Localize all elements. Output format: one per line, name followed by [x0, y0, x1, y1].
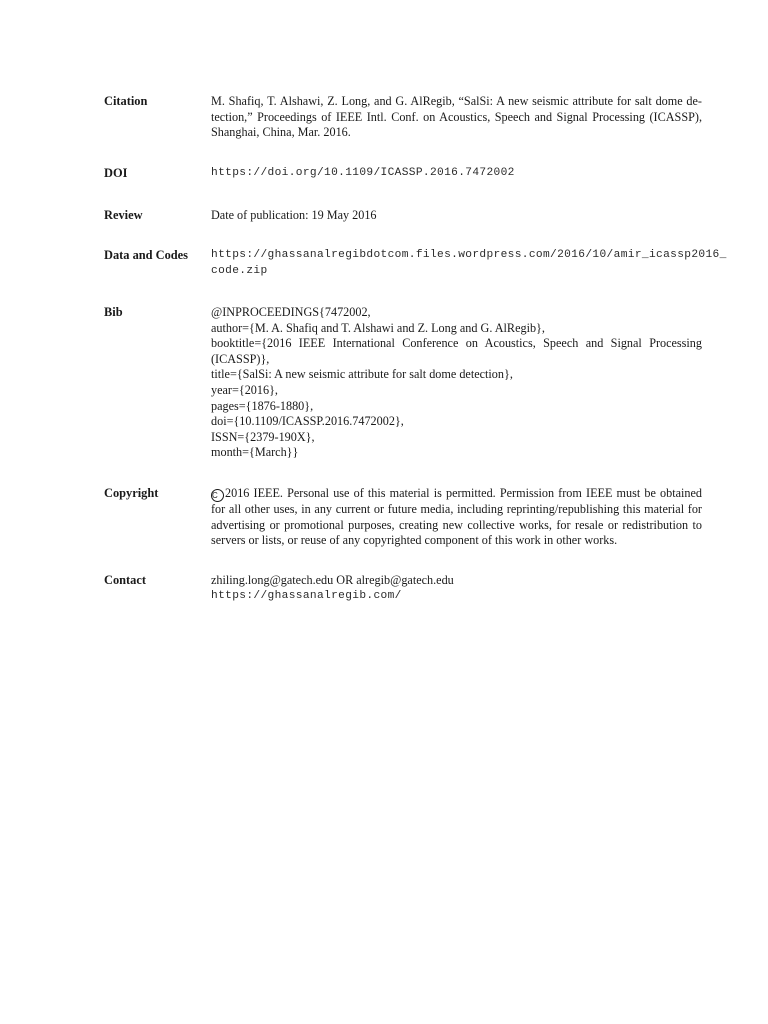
bib-line: (ICASSP)}, [211, 351, 270, 366]
doi-label: DOI [104, 166, 128, 180]
copyright-line: advertising or promotional purposes, creating new collective works, for resale or redistribution to [211, 517, 702, 532]
copyright-line [211, 486, 702, 502]
contact-emails[interactable]: zhiling.long@gatech.edu OR alregib@gatech.edu [211, 573, 454, 587]
contact-info [211, 573, 702, 604]
citation-text [211, 94, 702, 141]
citation-line: Shanghai, China, Mar. 2016. [211, 125, 351, 140]
citation-line: tection,” Proceedings of IEEE Intl. Conf. on Acoustics, Speech and Signal Processing (ICASSP), [211, 109, 702, 124]
copyright-label: Copyright [104, 486, 159, 500]
copyright-notice [211, 486, 702, 549]
copyright-line: servers or lists, or reuse of any copyrighted component of this work in other works. [211, 533, 618, 548]
bib-line: year={2016}, [211, 382, 278, 397]
data-codes-label: Data and Codes [104, 248, 188, 262]
doi-link[interactable]: https://doi.org/10.1109/ICASSP.2016.7472002 [211, 167, 515, 179]
copyright-symbol-icon: C [211, 489, 224, 502]
bib-line: ISSN={2379-190X}, [211, 429, 315, 444]
data-codes-link-line[interactable]: https://ghassanalregibdotcom.files.wordpress.com/2016/10/amir_icassp2016_ [211, 249, 727, 261]
bib-label: Bib [104, 305, 123, 319]
bib-line: month={March}} [211, 445, 299, 460]
bib-line: author={M. A. Shafiq and T. Alshawi and Z. Long and G. AlRegib}, [211, 320, 545, 335]
bib-line: pages={1876-1880}, [211, 398, 314, 413]
bibtex-entry [211, 305, 702, 461]
contact-website-link[interactable]: https://ghassanalregib.com/ [211, 589, 402, 602]
bib-line: doi={10.1109/ICASSP.2016.7472002}, [211, 414, 404, 429]
copyright-line: for all other uses, in any current or future media, including reprinting/republishing this material for [211, 502, 702, 516]
review-label: Review [104, 208, 143, 222]
bib-line: title={SalSi: A new seismic attribute for salt dome detection}, [211, 367, 513, 382]
contact-label: Contact [104, 573, 146, 587]
publication-date: Date of publication: 19 May 2016 [211, 208, 377, 222]
copyright-first-line: 2016 IEEE. Personal use of this material is permitted. Permission from IEEE must be obtained [225, 486, 702, 500]
citation-line: M. Shafiq, T. Alshawi, Z. Long, and G. AlRegib, “SalSi: A new seismic attribute for salt dome de- [211, 94, 702, 108]
bib-line: @INPROCEEDINGS{7472002, [211, 305, 371, 319]
data-codes-link[interactable] [211, 248, 727, 279]
citation-label: Citation [104, 94, 148, 108]
data-codes-link-line[interactable]: code.zip [211, 264, 268, 277]
bib-line: booktitle={2016 IEEE International Conference on Acoustics, Speech and Signal Processing [211, 336, 702, 351]
